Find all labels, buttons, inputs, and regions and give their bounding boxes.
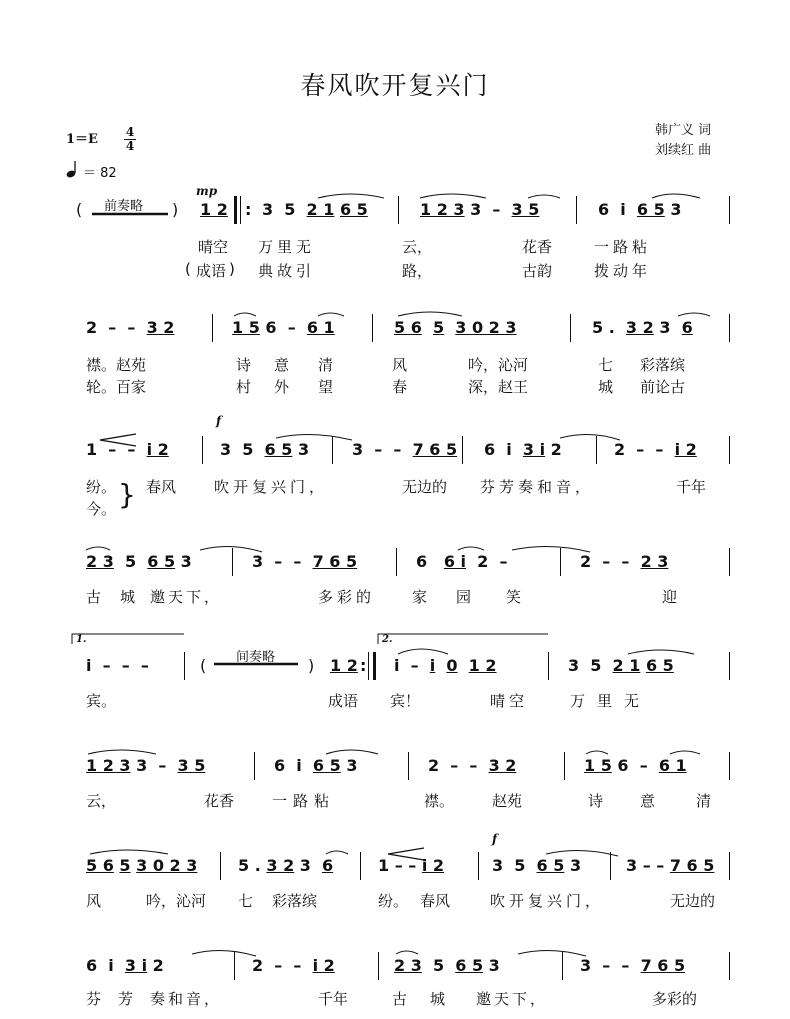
key-signature: 1＝E (66, 132, 98, 147)
note-group: 6 6 i 2 – (416, 552, 508, 571)
barline (332, 436, 333, 464)
barline-repeat-start (234, 196, 237, 224)
note-group: 5 . 3 2 3 6 (592, 318, 693, 337)
lyric-syllable: 芬 (86, 990, 102, 1008)
lyric-syllable: 纷。 (378, 892, 409, 910)
meter-top: 4 (125, 125, 135, 139)
barline (596, 436, 597, 464)
barline (570, 314, 571, 342)
lyric-syllable: 吹开复兴门， (214, 478, 329, 496)
lyric-syllable: 深，赵王 (468, 378, 529, 396)
barline (372, 314, 373, 342)
barline (729, 952, 730, 980)
lyric-syllable: 意 (274, 356, 290, 374)
note-group: 6 i 6 5 3 (274, 756, 358, 775)
lyric-syllable: 万里无 (258, 238, 316, 256)
close-paren: ) (308, 656, 315, 675)
note-group: i – – – (86, 656, 149, 675)
lyrics-line-2b (0, 376, 790, 396)
lyric-syllable: ( (185, 260, 191, 278)
barline (234, 952, 235, 980)
dynamic-mp: mp (196, 184, 218, 198)
barline (408, 752, 409, 780)
repeat-dots: : (360, 656, 367, 675)
lyric-syllable: 千年 (676, 478, 707, 496)
lyric-syllable: 园 (456, 588, 472, 606)
lyric-syllable: 七 (598, 356, 614, 374)
notation-row (0, 436, 790, 466)
lyric-syllable: 襟。赵苑 (86, 356, 147, 374)
note-group: 3 – – 7 6 5 (252, 552, 358, 571)
lyric-syllable: 宾！ (390, 692, 421, 710)
lyric-syllable: 彩落缤 (640, 356, 686, 374)
barline (564, 752, 565, 780)
note-group: 2 – – i 2 (614, 440, 697, 459)
note-group: 2 – – 3 2 (86, 318, 175, 337)
notation-row (0, 852, 790, 882)
barline (220, 852, 221, 880)
barline (184, 652, 185, 680)
lyric-syllable: 芳 (118, 990, 134, 1008)
lyric-syllable: 古 (392, 990, 408, 1008)
barline (398, 196, 399, 224)
barline (729, 852, 730, 880)
barline (729, 752, 730, 780)
lyric-syllable: 晴空 (198, 238, 229, 256)
note-group: 1 5 6 – 6 1 (584, 756, 687, 775)
barline (560, 548, 561, 576)
note-group: 2 3 5 6 5 3 (86, 552, 192, 571)
notation-row (0, 752, 790, 782)
lyric-syllable: 春 (392, 378, 408, 396)
note-group: 2 – – 2 3 (580, 552, 669, 571)
lyric-syllable: 风 (392, 356, 408, 374)
note-group: 3 5 2 1 6 5 (262, 200, 368, 219)
note-group: 5 6 5 3 0 2 3 (394, 318, 517, 337)
barline (360, 852, 361, 880)
lyric-syllable: 古 (86, 588, 102, 606)
barline (562, 952, 563, 980)
note-group: 3 – – 7 6 5 (626, 856, 715, 875)
dynamic-f: f (216, 414, 222, 428)
barline (576, 196, 577, 224)
composer-credit: 刘续红 曲 (655, 143, 712, 158)
lyric-syllable: 前论古 (640, 378, 686, 396)
barline (478, 852, 479, 880)
note-group: 1 2 3 3 – 3 5 (86, 756, 206, 775)
dynamic-f: f (492, 832, 498, 846)
lyric-syllable: 成语 (196, 262, 227, 280)
barline (232, 548, 233, 576)
lyric-syllable: 芬芳奏和音， (480, 478, 595, 496)
lyric-syllable: 家 (412, 588, 428, 606)
lyric-syllable: 望 (318, 378, 334, 396)
lyric-syllable: 春风 (420, 892, 451, 910)
lyric-syllable: 诗 (588, 792, 604, 810)
note-group: 1 2 3 3 – 3 5 (420, 200, 540, 219)
barline-repeat-end (373, 652, 376, 680)
lyrics-line-8 (0, 988, 790, 1008)
note-group: 2 – – 3 2 (428, 756, 517, 775)
note-group: 1 – – i 2 (378, 856, 445, 875)
pickup-notes: 1 2 (330, 656, 358, 675)
note-group: 3 5 6 5 3 (220, 440, 310, 459)
credits (655, 121, 711, 161)
lyric-syllable: 宾。 (86, 692, 117, 710)
lyric-syllable: 拨动年 (594, 262, 652, 280)
note-group: 3 – – 7 6 5 (580, 956, 686, 975)
lyric-syllable: 外 (274, 378, 290, 396)
note-group: 3 5 2 1 6 5 (568, 656, 674, 675)
barline (548, 652, 549, 680)
lyric-syllable: 吟，沁河 (468, 356, 529, 374)
lyric-syllable: 无边的 (670, 892, 716, 910)
lyric-syllable: 多彩的 (652, 990, 698, 1008)
meter-bottom: 4 (125, 139, 135, 153)
lyrics-line-5 (0, 690, 790, 710)
lyric-syllable: 邀天下， (476, 990, 549, 1008)
lyric-syllable: 一路粘 (272, 792, 336, 810)
lyric-syllable: 晴空 (490, 692, 529, 710)
lyric-syllable: 成语 (328, 692, 359, 710)
barline (610, 852, 611, 880)
lyric-syllable: 今。 (86, 500, 117, 518)
lyric-syllable: 无边的 (402, 478, 448, 496)
quarter-note-icon (66, 160, 80, 178)
barline (202, 436, 203, 464)
note-group: i – i 0 1 2 (394, 656, 497, 675)
barline (212, 314, 213, 342)
barline (729, 548, 730, 576)
lyric-syllable: 笑 (506, 588, 522, 606)
lyric-syllable: ) (229, 260, 235, 278)
lyric-syllable: 清 (696, 792, 712, 810)
open-paren: ( (200, 656, 207, 675)
lyric-syllable: 城 (120, 588, 136, 606)
lyric-syllable: 古韵 (522, 262, 553, 280)
notation-row (0, 952, 790, 982)
lyric-syllable: 纷。 (86, 478, 117, 496)
lyric-syllable: 多彩的 (318, 588, 376, 606)
note-group: 5 6 5 3 0 2 3 (86, 856, 198, 875)
interlude-label: 间奏略 (236, 650, 276, 665)
notation-row (0, 652, 790, 682)
note-group: 6 i 6 5 3 (598, 200, 682, 219)
lyric-syllable: 村 (236, 378, 252, 396)
note-group: 1 – – i 2 (86, 440, 169, 459)
lyric-syllable: 风 (86, 892, 102, 910)
lyrics-line-1b (0, 260, 790, 280)
lyric-syllable: 云， (86, 792, 117, 810)
barline (254, 752, 255, 780)
lyric-syllable: 迎 (662, 588, 678, 606)
note-group: 6 i 3 i 2 (86, 956, 164, 975)
close-paren: ) (172, 200, 179, 219)
lyric-syllable: 诗 (236, 356, 252, 374)
pickup-notes: 1 2 (200, 200, 228, 219)
volta-1-label: 1. (76, 634, 87, 645)
lyric-syllable: } (118, 478, 136, 511)
lyric-syllable: 千年 (318, 990, 349, 1008)
lyrics-line-4 (0, 586, 790, 606)
lyric-syllable: 城 (598, 378, 614, 396)
note-group: 5 . 3 2 3 6 (238, 856, 334, 875)
note-group: 2 – – i 2 (252, 956, 335, 975)
barline (729, 652, 730, 680)
repeat-dots: : (245, 200, 252, 219)
volta-2-label: 2. (382, 634, 393, 645)
lyric-syllable: 意 (640, 792, 656, 810)
barline (396, 548, 397, 576)
lyrics-line-2a (0, 354, 790, 374)
note-group: 3 – – 7 6 5 (352, 440, 458, 459)
tempo-marking: ＝ 82 (83, 166, 117, 181)
barline (378, 952, 379, 980)
note-group: 2 3 5 6 5 3 (394, 956, 500, 975)
lyric-syllable: 一路粘 (594, 238, 652, 256)
time-signature (124, 126, 136, 153)
lyric-syllable: 春风 (146, 478, 177, 496)
lyric-syllable: 花香 (204, 792, 235, 810)
lyric-syllable: 七 (238, 892, 254, 910)
lyric-syllable: 典故引 (258, 262, 316, 280)
lyricist-credit: 韩广义 词 (655, 123, 712, 138)
notation-row (0, 314, 790, 344)
barline (729, 314, 730, 342)
lyric-syllable: 花香 (522, 238, 553, 256)
barline (729, 436, 730, 464)
lyrics-line-7 (0, 890, 790, 910)
barline (462, 436, 463, 464)
lyric-syllable: 奏和音， (150, 990, 223, 1008)
lyric-syllable: 邀天下， (150, 588, 223, 606)
lyric-syllable: 吹开复兴门， (490, 892, 605, 910)
note-group: 6 i 3 i 2 (484, 440, 562, 459)
lyric-syllable: 万里无 (570, 692, 652, 710)
barline (729, 196, 730, 224)
lyric-syllable: 路， (402, 262, 433, 280)
lyric-syllable: 清 (318, 356, 334, 374)
lyric-syllable: 轮。百家 (86, 378, 147, 396)
lyric-syllable: 云， (402, 238, 433, 256)
note-group: 3 5 6 5 3 (492, 856, 582, 875)
barline (240, 196, 241, 224)
lyric-syllable: 彩落缤 (272, 892, 318, 910)
lyric-syllable: 吟，沁河 (146, 892, 207, 910)
note-group: 1 5 6 – 6 1 (232, 318, 335, 337)
lyric-syllable: 襟。 (424, 792, 455, 810)
lyric-syllable: 赵苑 (492, 792, 523, 810)
lyrics-line-1a (0, 236, 790, 256)
barline (368, 652, 369, 680)
lyrics-line-6 (0, 790, 790, 810)
prelude-label: 前奏略 (104, 199, 144, 214)
song-title: 春风吹开复兴门 (300, 71, 490, 100)
open-paren: ( (76, 200, 83, 219)
lyric-syllable: 城 (430, 990, 446, 1008)
notation-row (0, 548, 790, 578)
